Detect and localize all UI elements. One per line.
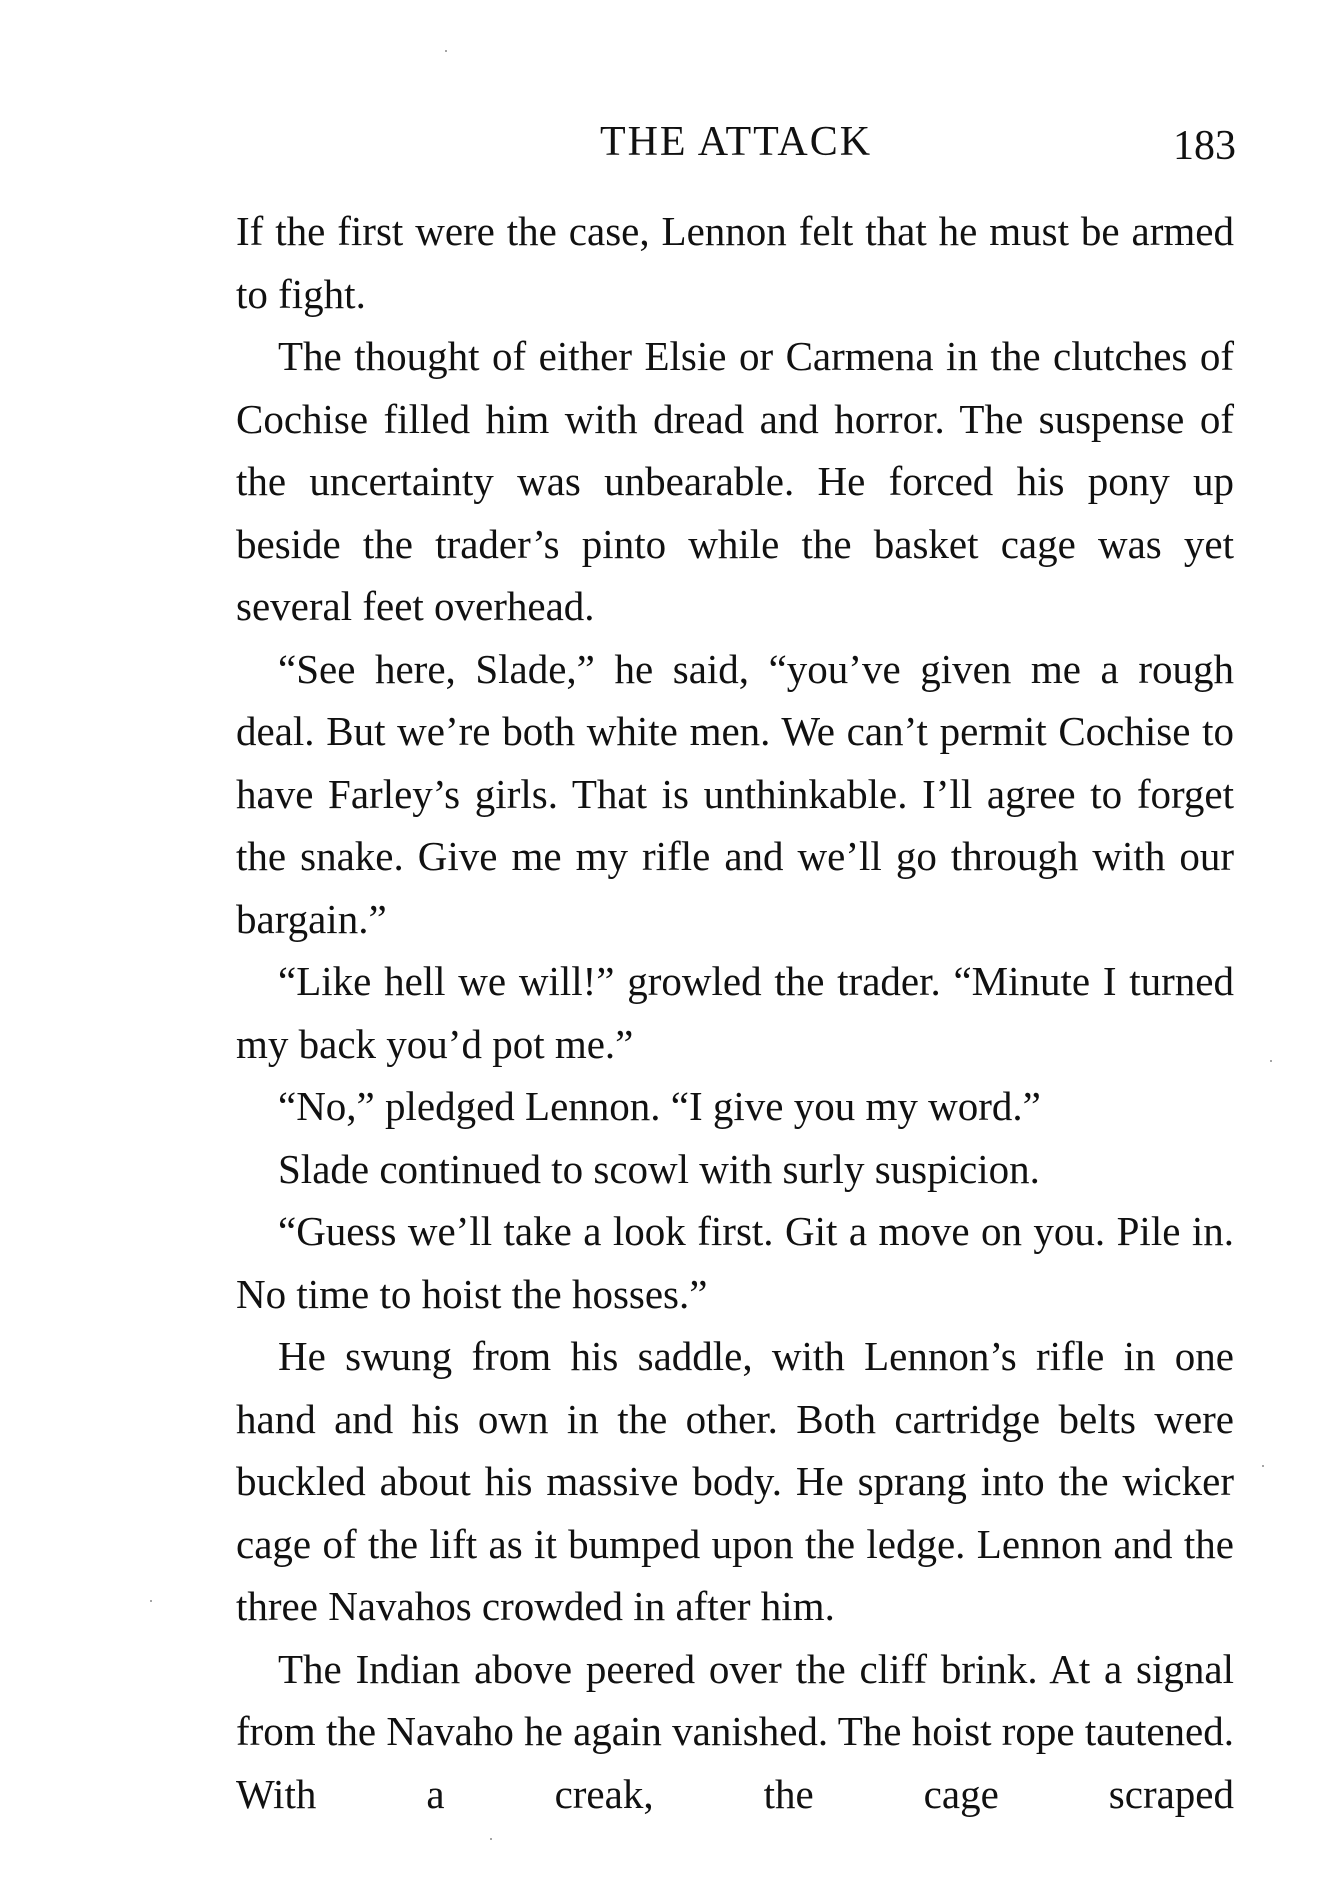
paragraph: “Like hell we will!” growled the trader. “Minute I turned my back you’d pot me.”	[236, 958, 1234, 1067]
paper-speck	[445, 50, 447, 52]
paper-speck	[150, 1600, 152, 1602]
page-number: 183	[1173, 123, 1236, 169]
paragraph: He swung from his saddle, with Lennon’s rifle in one hand and his own in the other. Both cartridge belts were buckled about his massive body. He sprang into the wicker cage of the lift as it bumped upon the ledge. Lennon and the three Navahos crowded in after him.	[236, 1333, 1234, 1629]
paragraph: “Guess we’ll take a look first. Git a move on you. Pile in. No time to hoist the hosses.”	[236, 1208, 1234, 1317]
paper-speck	[1262, 1465, 1264, 1467]
running-head	[236, 118, 1236, 178]
paragraph: The Indian above peered over the cliff brink. At a signal from the Navaho he again vanished. The hoist rope tautened. With a creak, the cage scraped	[236, 1645, 1234, 1817]
running-title: THE ATTACK	[599, 119, 873, 165]
paragraph: The thought of either Elsie or Carmena in the clutches of Cochise filled him with dread and horror. The suspense of the uncertainty was unbearable. He forced his pony up beside the trader’s pinto while the basket cage was yet several feet overhead.	[236, 333, 1234, 629]
paragraph: “No,” pledged Lennon. “I give you my word.”	[278, 1083, 1041, 1129]
paragraph: Slade continued to scowl with surly suspicion.	[278, 1145, 1040, 1192]
paragraph: “See here, Slade,” he said, “you’ve given me a rough deal. But we’re both white men. We can’t permit Cochise to have Farley’s girls. That is unthinkable. I’ll agree to forget the snake. Give me my rifle and we’ll go through with our bargain.”	[236, 645, 1234, 942]
paper-speck	[1270, 1060, 1272, 1062]
body-text	[236, 200, 1234, 1825]
paragraph: If the first were the case, Lennon felt that he must be armed to fight.	[236, 208, 1234, 317]
paper-speck	[490, 1838, 492, 1840]
